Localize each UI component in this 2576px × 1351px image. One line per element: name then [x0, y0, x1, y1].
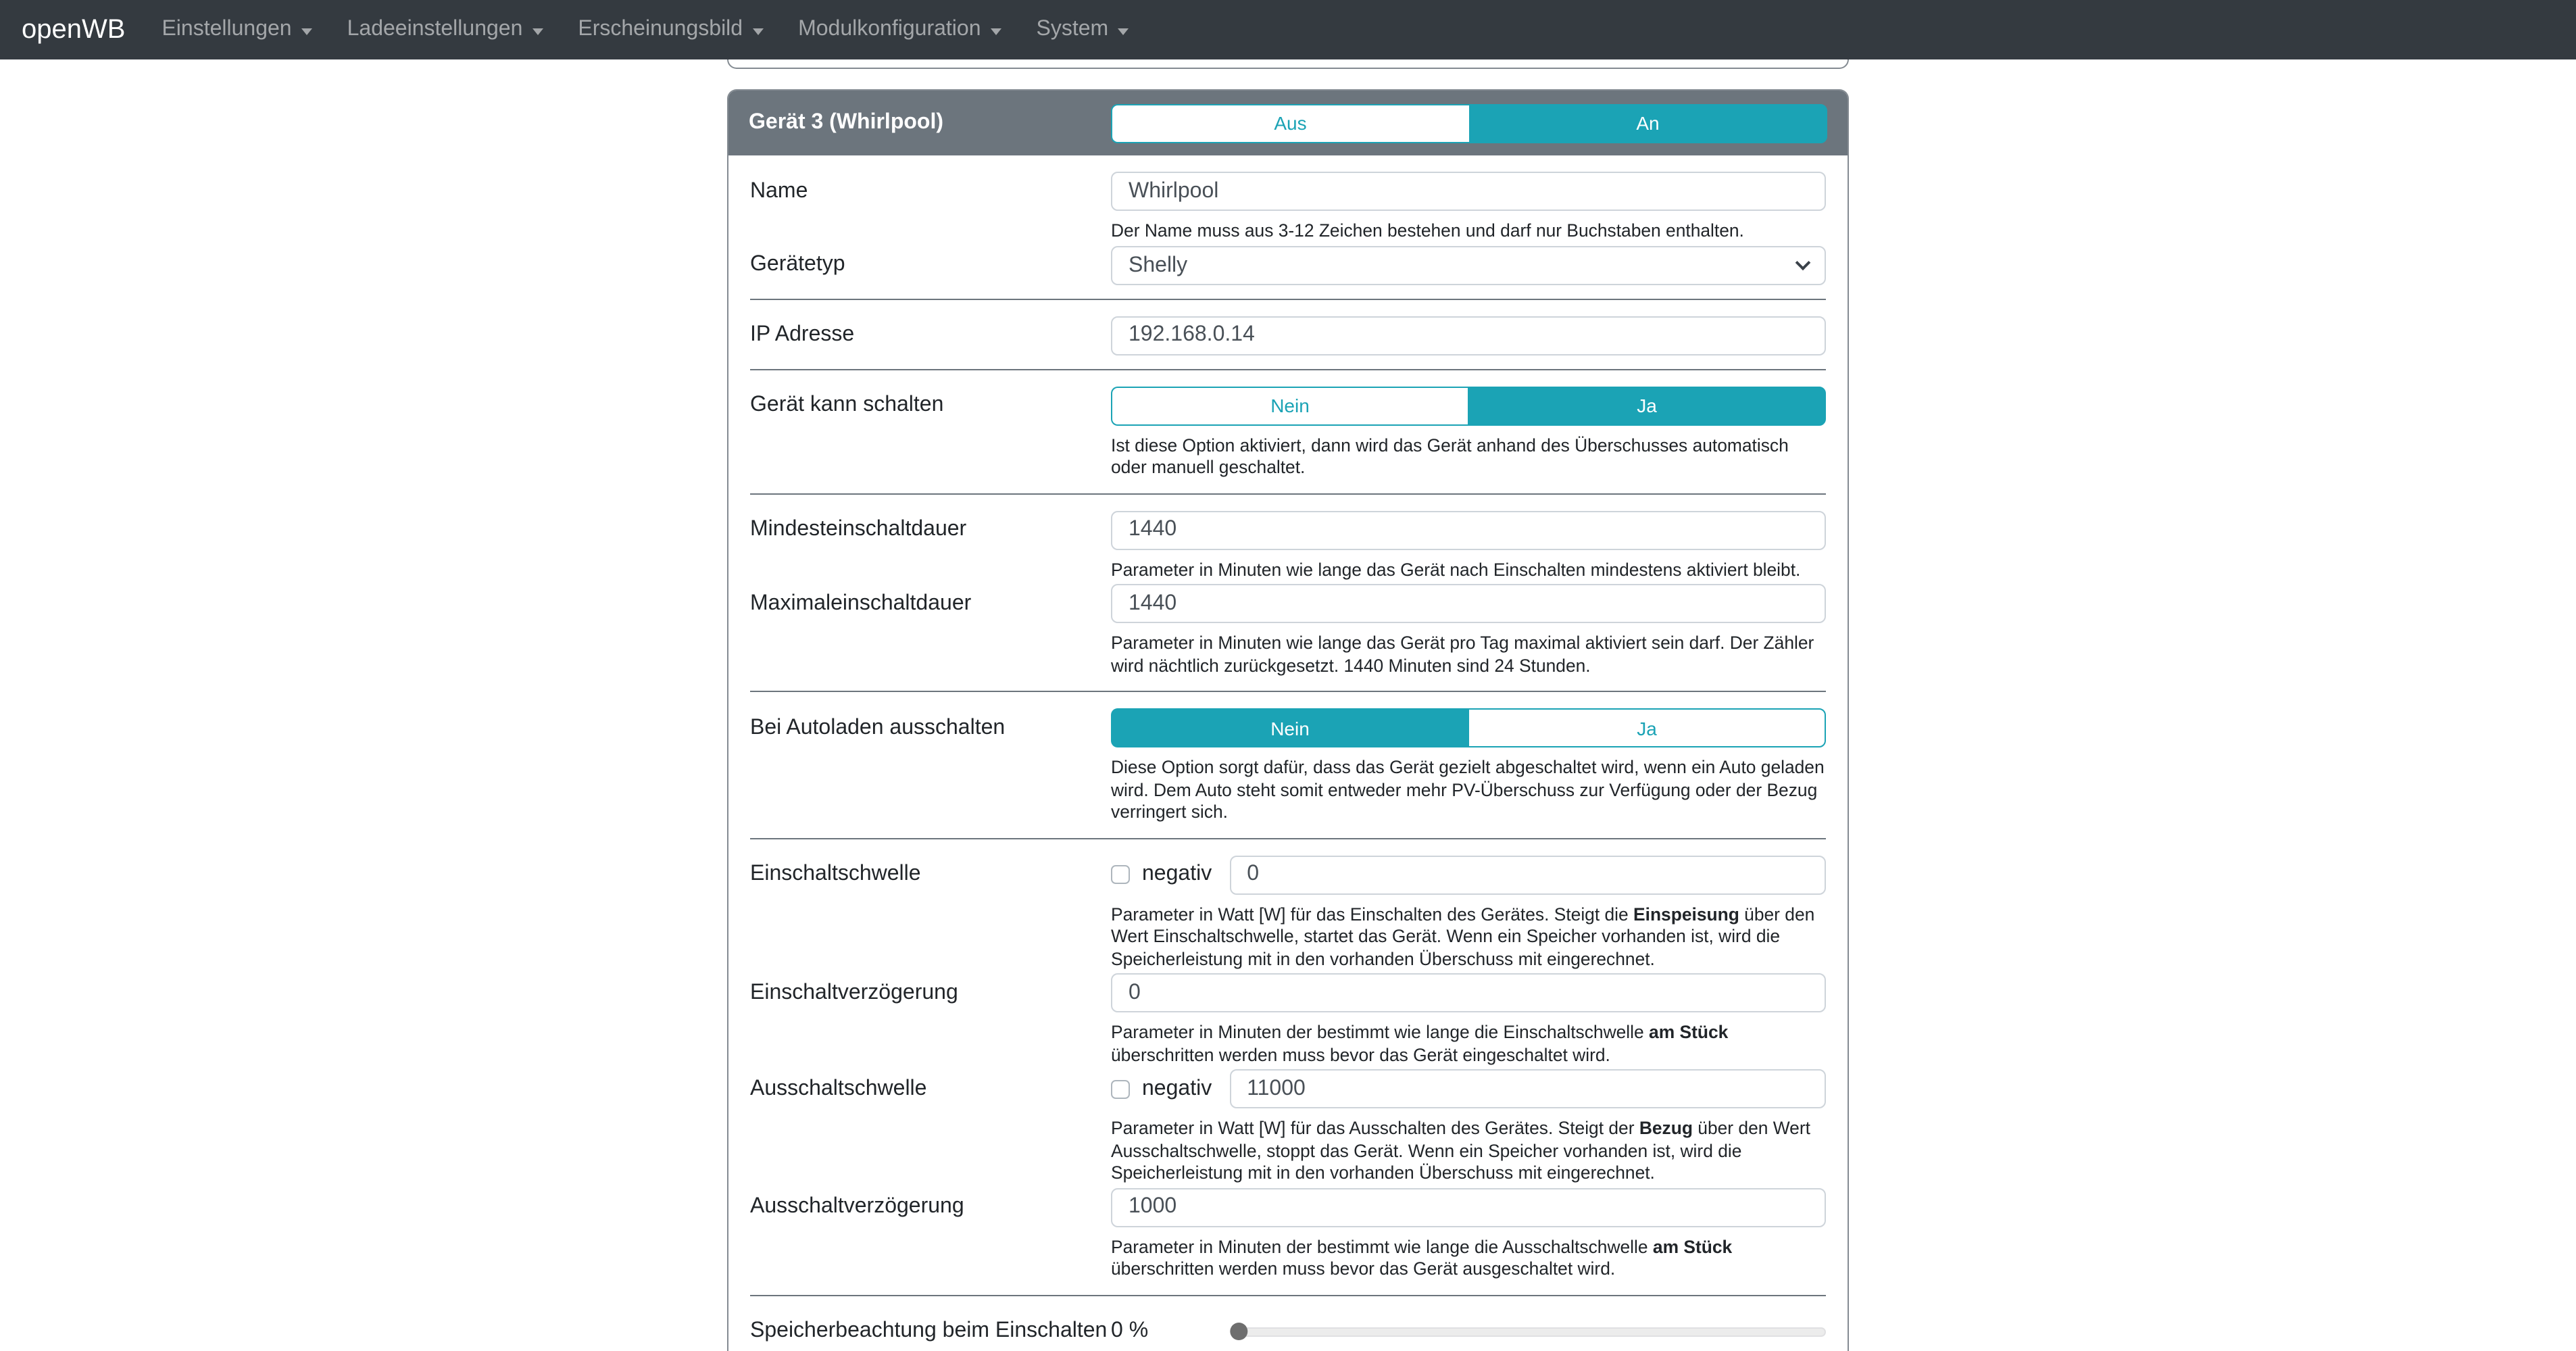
can-switch-toggle [1111, 386, 1826, 425]
divider [750, 368, 1826, 370]
power-toggle [1111, 103, 1827, 143]
field-on-delay [750, 973, 1826, 1066]
can-switch-label: Gerät kann schalten [750, 393, 944, 416]
field-device-type [750, 245, 1826, 285]
divider [750, 298, 1826, 299]
name-input[interactable] [1111, 172, 1826, 211]
nav-item-einstellungen[interactable]: Einstellungen [144, 18, 329, 42]
on-threshold-input[interactable] [1229, 855, 1826, 894]
device-type-label: Gerätetyp [750, 253, 845, 276]
field-off-while-charging [750, 708, 1826, 824]
on-threshold-negativ-checkbox[interactable] [1111, 865, 1130, 884]
caret-down-icon [532, 28, 543, 34]
navbar [0, 0, 2576, 59]
nav-item-erscheinungsbild[interactable]: Erscheinungsbild [560, 18, 781, 42]
device-card [727, 89, 1849, 1351]
divider [750, 1294, 1826, 1296]
battery-slider[interactable] [1238, 1312, 1826, 1351]
caret-down-icon [301, 28, 312, 34]
divider [750, 493, 1826, 494]
caret-down-icon [991, 28, 1001, 34]
slider-thumb[interactable] [1230, 1323, 1247, 1340]
off-threshold-help: Parameter in Watt [W] für das Ausschalten des Gerätes. Steigt der Bezug über den Wert Ausschaltschwelle, stoppt das Gerät. Wenn ein Speicher vorhanden ist, wird die Speicherleistung mit in den vorhanden Überschuss mit eingerechnet. [1111, 1118, 1810, 1183]
off-while-charging-yes-button[interactable]: Ja [1468, 708, 1826, 747]
off-while-charging-no-button[interactable]: Nein [1111, 708, 1468, 747]
field-on-threshold [750, 855, 1826, 971]
device-card-body [728, 155, 1848, 1351]
off-while-charging-label: Bei Autoladen ausschalten [750, 716, 1006, 739]
off-delay-input[interactable] [1111, 1187, 1826, 1227]
on-delay-label: Einschaltverzögerung [750, 981, 958, 1004]
max-on-time-help: Parameter in Minuten wie lange das Gerät pro Tag maximal aktiviert sein darf. Der Zähler wird nächtlich zurückgesetzt. 1440 Minuten sind 24 Stunden. [1111, 633, 1814, 675]
battery-pct-value: 0 % [1111, 1319, 1149, 1342]
field-max-on-time [750, 584, 1826, 677]
field-name [750, 172, 1826, 243]
field-off-threshold [750, 1069, 1826, 1185]
power-on-button[interactable]: An [1468, 103, 1827, 143]
min-on-time-help: Parameter in Minuten wie lange das Gerät nach Einschalten mindestens aktiviert bleibt. [1111, 559, 1801, 579]
caret-down-icon [752, 28, 763, 34]
on-threshold-label: Einschaltschwelle [750, 862, 921, 885]
field-battery-pct [750, 1312, 1826, 1351]
can-switch-help: Ist diese Option aktiviert, dann wird das Gerät anhand des Überschusses automatisch oder manuell geschaltet. [1111, 435, 1789, 477]
divider [750, 691, 1826, 692]
off-threshold-negativ-label: negativ [1142, 1077, 1212, 1100]
field-off-delay [750, 1187, 1826, 1281]
device-card-header [728, 91, 1848, 155]
off-delay-help: Parameter in Minuten der bestimmt wie lange die Ausschaltschwelle am Stück überschritten werden muss bevor das Gerät ausgeschaltet wird. [1111, 1236, 1733, 1279]
nav-item-modulkonfiguration[interactable]: Modulkonfiguration [781, 18, 1018, 42]
field-ip [750, 316, 1826, 355]
caret-down-icon [1118, 28, 1129, 34]
on-delay-help: Parameter in Minuten der bestimmt wie lange die Einschaltschwelle am Stück überschritten werden muss bevor das Gerät eingeschaltet wird. [1111, 1022, 1729, 1064]
can-switch-no-button[interactable]: Nein [1111, 386, 1468, 425]
max-on-time-label: Maximaleinschaltdauer [750, 591, 972, 614]
nav-item-ladeeinstellungen[interactable]: Ladeeinstellungen [330, 18, 561, 42]
off-delay-label: Ausschaltverzögerung [750, 1195, 964, 1218]
off-threshold-input[interactable] [1229, 1069, 1826, 1108]
divider [750, 837, 1826, 839]
brand-openwb[interactable]: openWB [22, 14, 126, 44]
field-min-on-time [750, 510, 1826, 581]
can-switch-yes-button[interactable]: Ja [1468, 386, 1826, 425]
min-on-time-input[interactable] [1111, 510, 1826, 549]
off-while-charging-toggle [1111, 708, 1826, 747]
field-can-switch [750, 386, 1826, 479]
ip-input[interactable] [1111, 316, 1826, 355]
name-help: Der Name muss aus 3-12 Zeichen bestehen und darf nur Buchstaben enthalten. [1111, 220, 1744, 241]
on-delay-input[interactable] [1111, 973, 1826, 1012]
nav-item-system[interactable]: System [1019, 18, 1147, 42]
min-on-time-label: Mindesteinschaltdauer [750, 518, 967, 541]
power-off-button[interactable]: Aus [1111, 103, 1468, 143]
off-threshold-negativ-checkbox[interactable] [1111, 1079, 1130, 1098]
previous-card-bottom [727, 59, 1849, 69]
on-threshold-help: Parameter in Watt [W] für das Einschalten des Gerätes. Steigt die Einspeisung über den Wert Einschaltschwelle, startet das Gerät. Wenn ein Speicher vorhanden ist, wird die Speicherleistung mit in den vorhanden Überschuss mit eingerechnet. [1111, 904, 1815, 968]
off-threshold-label: Ausschaltschwelle [750, 1077, 927, 1100]
name-label: Name [750, 179, 808, 202]
device-title: Gerät 3 (Whirlpool) [749, 111, 943, 134]
battery-pct-label: Speicherbeachtung beim Einschalten [750, 1319, 1108, 1342]
slider-track [1238, 1327, 1826, 1336]
ip-label: IP Adresse [750, 323, 855, 346]
on-threshold-negativ-label: negativ [1142, 862, 1212, 885]
off-while-charging-help: Diese Option sorgt dafür, dass das Gerät gezielt abgeschaltet wird, wenn ein Auto geladen wird. Dem Auto steht somit entweder mehr PV-Überschuss zur Verfügung oder der Bezug verringert sich. [1111, 757, 1825, 822]
max-on-time-input[interactable] [1111, 584, 1826, 623]
device-type-select[interactable] [1111, 245, 1826, 285]
